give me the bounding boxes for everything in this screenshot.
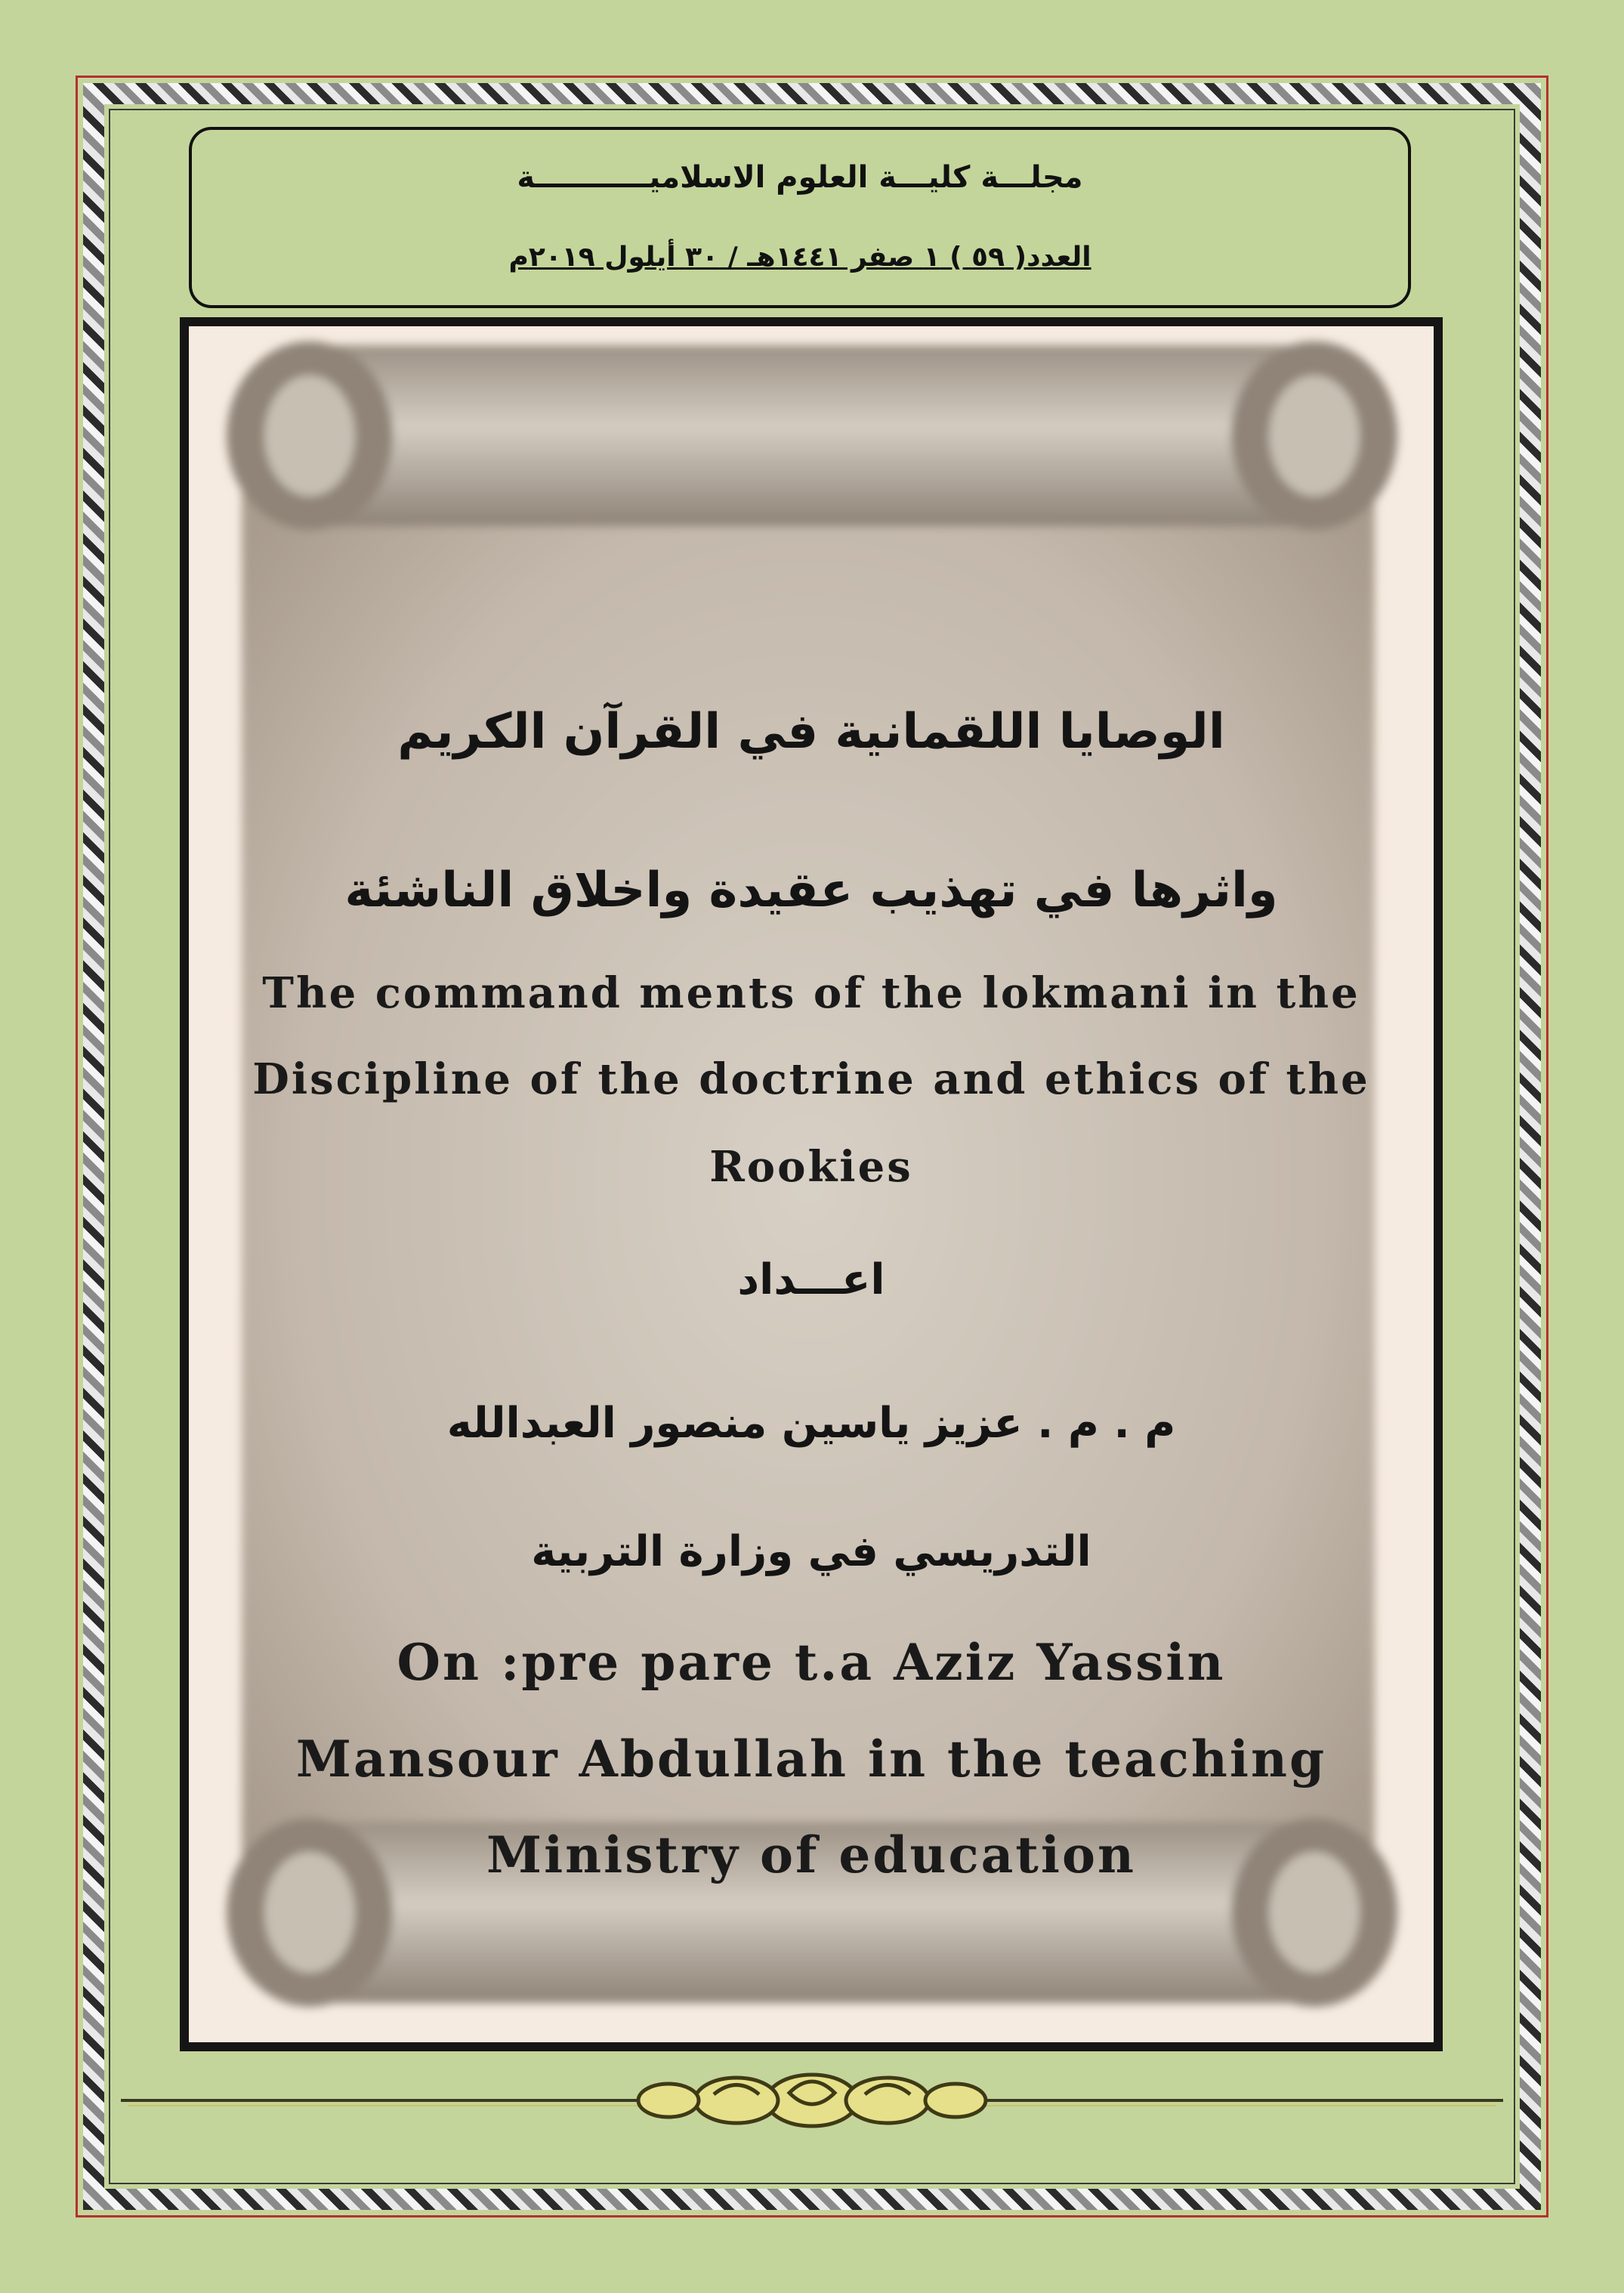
journal-title: مجلـــة كليـــة العلوم الاسلاميـــــــــــة <box>517 160 1083 195</box>
arabic-title-line1: الوصايا اللقمانية في القرآن الكريم <box>397 704 1225 760</box>
author-english-line1: On :pre pare t.a Aziz Yassin <box>397 1633 1226 1692</box>
decorative-ornament <box>113 2066 1511 2134</box>
content-frame <box>180 317 1443 2051</box>
issue-info: العدد( ٥٩ ) ١ صفر ١٤٤١هـ / ٣٠ أيلول ٢٠١٩م <box>508 242 1091 273</box>
english-title-line3: Rookies <box>709 1142 913 1192</box>
author-english-line3: Ministry of education <box>486 1825 1136 1884</box>
english-title-line2: Discipline of the doctrine and ethics of the <box>252 1054 1370 1104</box>
journal-header <box>189 127 1411 308</box>
english-title-line1: The command ments of the lokmani in the <box>262 968 1360 1018</box>
prepared-by-label: اعـــداد <box>737 1255 885 1304</box>
author-english-line2: Mansour Abdullah in the teaching <box>295 1730 1327 1788</box>
arabic-title-line2: واثرها في تهذيب عقيدة واخلاق الناشئة <box>344 863 1278 918</box>
author-affiliation-arabic: التدريسي في وزارة التربية <box>531 1527 1091 1576</box>
author-name-arabic: م . م . عزيز ياسين منصور العبدالله <box>446 1399 1176 1448</box>
